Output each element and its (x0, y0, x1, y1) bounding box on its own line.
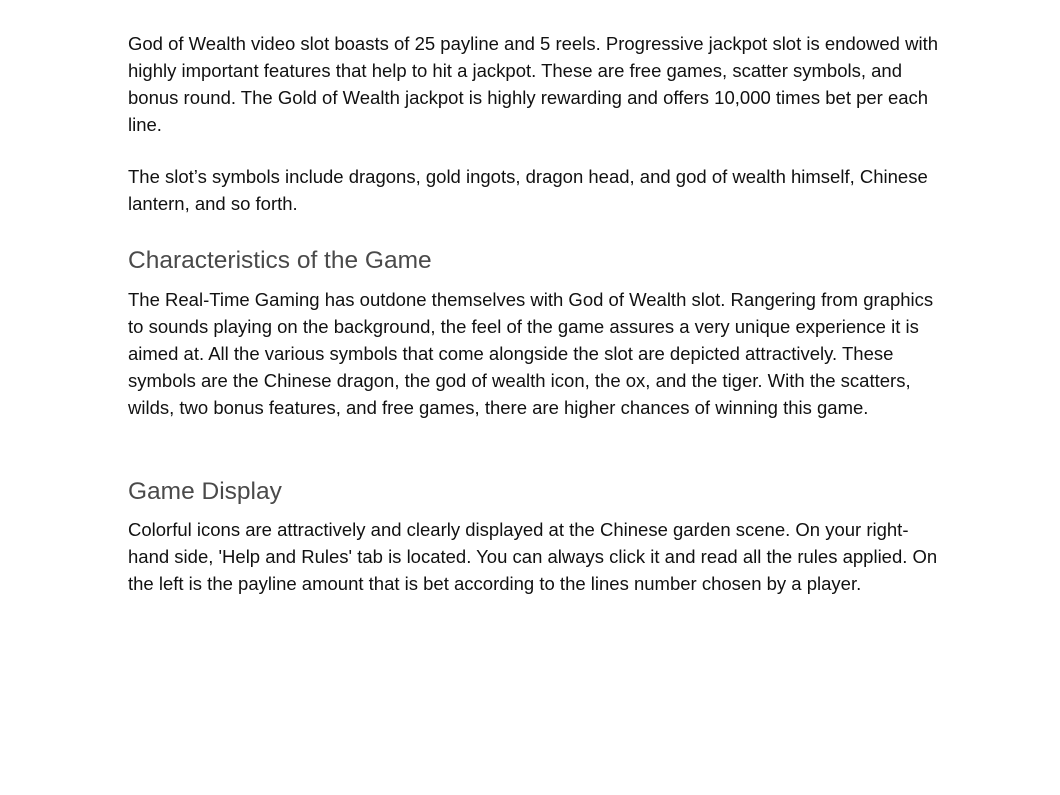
game-display-paragraph: Colorful icons are attractively and clearly displayed at the Chinese garden scene. On your right-hand side, 'Help and Rules' tab is located. You can always click it and read all the rules applied. On the left is the payline amount that is bet according to the lines number chosen by a player. (128, 519, 938, 594)
game-display-heading: Game Display (128, 478, 282, 505)
intro-paragraph: God of Wealth video slot boasts of 25 payline and 5 reels. Progressive jackpot slot is endowed with highly important features that help to hit a jackpot. These are free games, scatter symbols, and bonus round. The Gold of Wealth jackpot is highly rewarding and offers 10,000 times bet per each line. (128, 33, 938, 135)
cutoff-text-line (128, 0, 428, 3)
symbols-paragraph: The slot’s symbols include dragons, gold ingots, dragon head, and god of wealth himself, Chinese lantern, and so forth. (128, 166, 928, 214)
characteristics-paragraph: The Real-Time Gaming has outdone themselves with God of Wealth slot. Rangering from graphics to sounds playing on the background, the feel of the game assures a very unique experience it is aimed at. All the various symbols that come alongside the slot are depicted attractively. These symbols are the Chinese dragon, the god of wealth icon, the ox, and the tiger. With the scatters, wilds, two bonus features, and free games, there are higher chances of winning this game. (128, 289, 934, 418)
characteristics-heading: Characteristics of the Game (128, 247, 432, 274)
